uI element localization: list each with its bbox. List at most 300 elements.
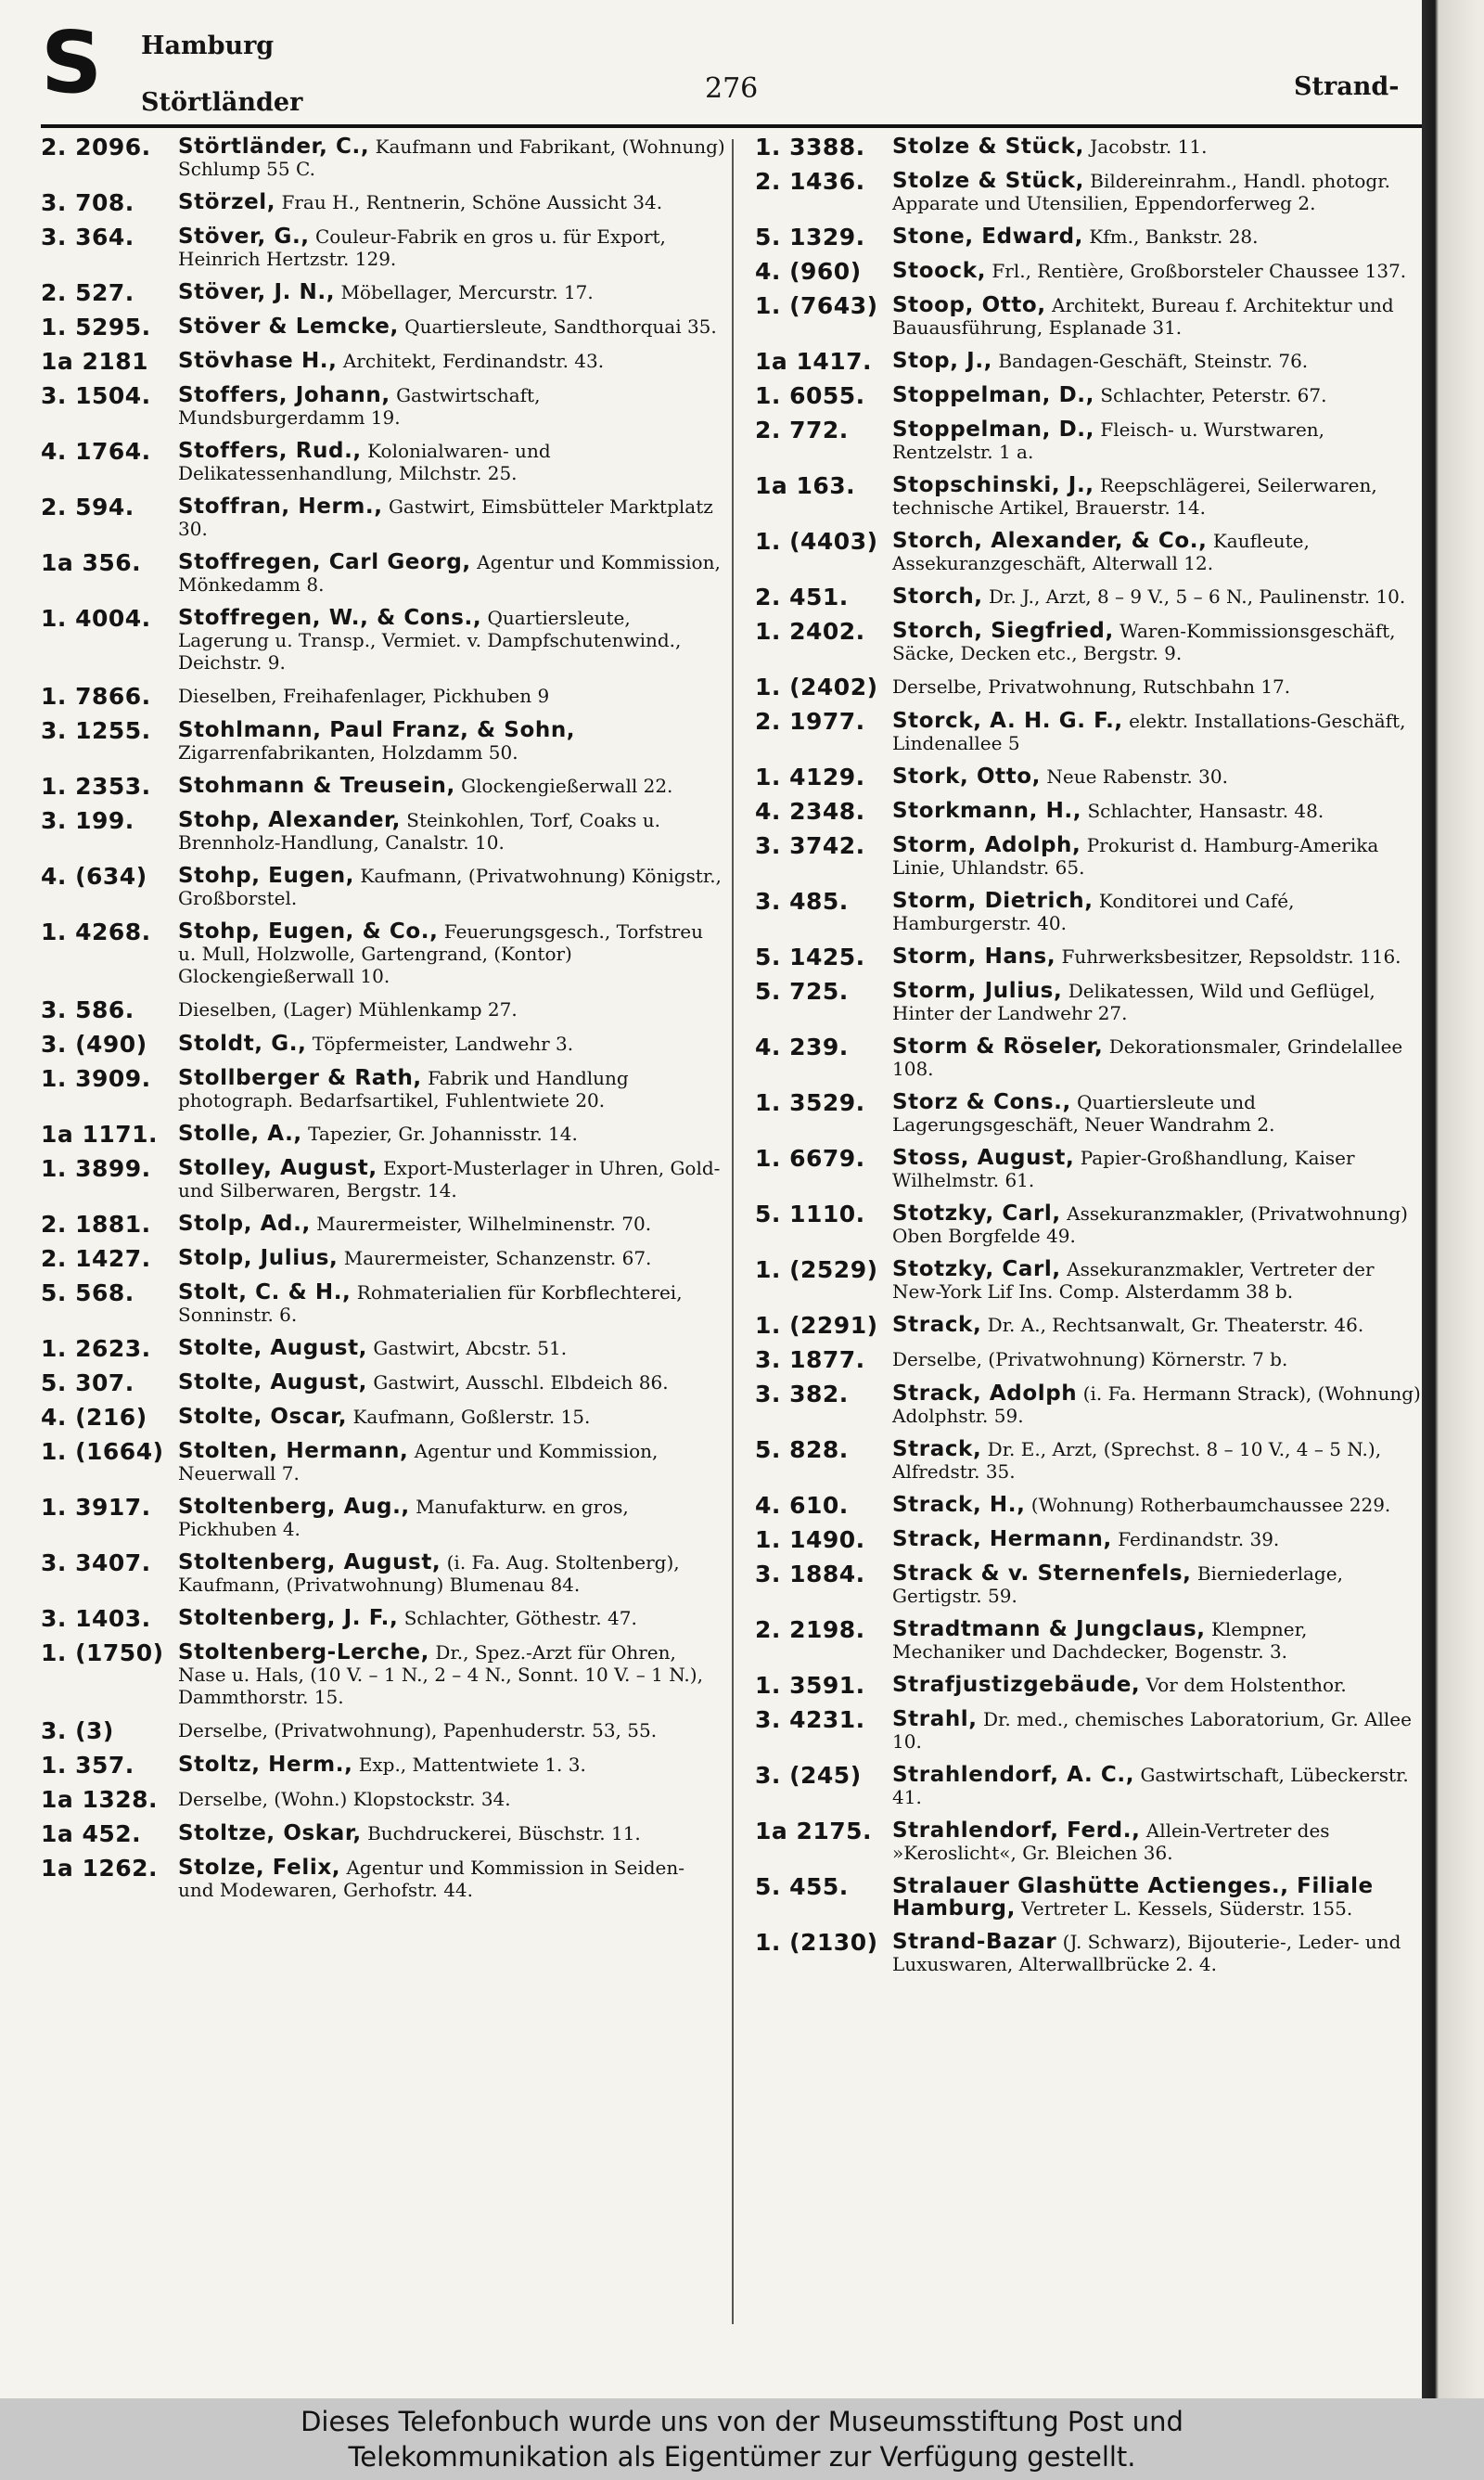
page-header (0, 0, 1428, 139)
subscriber-name: Stoltenberg, August, (178, 1550, 441, 1574)
phone-number: 3. 4231. (755, 1706, 865, 1733)
subscriber-name: Storm, Adolph, (892, 833, 1081, 857)
phone-number: 1. 2402. (755, 618, 865, 645)
entry-text (892, 765, 1425, 788)
directory-entry (755, 170, 1425, 214)
subscriber-details: Feuerungsgesch., Torfstreu u. Mull, Holzwolle, Gartengrand, (Kontor) Glockengießerwall 10. (178, 920, 703, 987)
directory-entry (41, 1247, 725, 1270)
directory-entry (41, 495, 725, 540)
subscriber-name: Strack, Hermann, (892, 1527, 1112, 1551)
subscriber-name: Stöver, J. N., (178, 280, 336, 304)
subscriber-name: Stolten, Hermann, (178, 1439, 409, 1463)
phone-number: 1. (7643) (755, 292, 878, 319)
phone-number: 4. (216) (41, 1404, 147, 1431)
phone-number: 3. 1877. (755, 1346, 865, 1373)
header-city: Hamburg (141, 32, 275, 60)
phone-number: 3. 199. (41, 807, 134, 834)
subscriber-details: Bandagen-Geschäft, Steinstr. 76. (998, 350, 1309, 372)
subscriber-name: Stoltz, Herm., (178, 1753, 353, 1777)
phone-number: 1a 1262. (41, 1855, 159, 1882)
phone-number: 1a 1171. (41, 1121, 159, 1148)
directory-entry (755, 1348, 1425, 1371)
entry-text (892, 1202, 1425, 1247)
directory-entry (41, 1440, 725, 1484)
entry-text (178, 1496, 725, 1540)
subscriber-details: Jacobstr. 11. (1090, 135, 1208, 158)
subscriber-name: Strahlendorf, Ferd., (892, 1818, 1141, 1843)
subscriber-details: Dr., Spez.-Arzt für Ohren, Nase u. Hals, (10 V. – 1 N., 2 – 4 N., Sonnt. 10 V. – 1 N.), Dammthorstr. 15. (178, 1641, 703, 1708)
phone-number: 1. 357. (41, 1752, 134, 1779)
subscriber-details: Glockengießerwall 22. (461, 775, 673, 797)
entry-text (892, 1562, 1425, 1607)
phone-number: 5. 725. (755, 978, 849, 1005)
entry-text (178, 1213, 725, 1235)
subscriber-details: Dieselben, (Lager) Mühlenkamp 27. (178, 998, 518, 1021)
footer-notice (0, 2398, 1484, 2480)
entry-text (178, 384, 725, 429)
entry-text (178, 225, 725, 270)
entry-text (892, 1618, 1425, 1663)
subscriber-name: Strack, (892, 1313, 982, 1337)
directory-entry (41, 1067, 725, 1112)
subscriber-details: Dekorationsmaler, Grindelallee 108. (892, 1035, 1403, 1080)
phone-number: 1. 6679. (755, 1145, 865, 1172)
phone-number: 1. (1750) (41, 1639, 164, 1666)
subscriber-details: Kaufmann und Fabrikant, (Wohnung) Schlump 55 C. (178, 135, 725, 180)
entry-text (178, 1440, 725, 1484)
subscriber-details: Fabrik und Handlung photograph. Bedarfsartikel, Fuhlentwiete 20. (178, 1067, 629, 1112)
subscriber-name: Strahl, (892, 1707, 978, 1731)
subscriber-name: Strafjustizgebäude, (892, 1673, 1141, 1697)
entry-text (892, 1708, 1425, 1753)
phone-number: 1. (4403) (755, 528, 878, 555)
entry-text (178, 1157, 725, 1201)
entry-text (178, 1607, 725, 1629)
entry-text (178, 809, 725, 854)
phone-number: 1. 1490. (755, 1526, 865, 1553)
phone-number: 1. 3388. (755, 134, 865, 161)
subscriber-details: (Wohnung) Rotherbaumchaussee 229. (1030, 1494, 1391, 1516)
entry-text (892, 1494, 1425, 1516)
directory-entry (41, 1213, 725, 1236)
subscriber-details: Fleisch- u. Wurstwaren, Rentzelstr. 1 a. (892, 418, 1325, 463)
entry-text (178, 1551, 725, 1596)
subscriber-name: Stohp, Eugen, (178, 864, 355, 888)
entry-text (892, 1931, 1425, 1975)
section-letter: S (41, 13, 103, 112)
subscriber-details: Vor dem Holstenthor. (1145, 1674, 1347, 1696)
directory-entry (755, 834, 1425, 879)
subscriber-name: Stoltenberg, Aug., (178, 1495, 410, 1519)
entry-text (892, 350, 1425, 372)
subscriber-details: Derselbe, Privatwohnung, Rutschbahn 17. (892, 675, 1291, 698)
entry-text (892, 1438, 1425, 1483)
subscriber-name: Stoltenberg, J. F., (178, 1606, 399, 1630)
subscriber-details: Papier-Großhandlung, Kaiser Wilhelmstr. 61. (892, 1147, 1355, 1191)
subscriber-name: Stone, Edward, (892, 225, 1083, 249)
subscriber-name: Strack, Adolph (892, 1381, 1078, 1406)
subscriber-name: Stopschinski, J., (892, 473, 1094, 497)
entry-text (892, 1674, 1425, 1696)
subscriber-details: Derselbe, (Privatwohnung) Körnerstr. 7 b. (892, 1348, 1288, 1370)
subscriber-details: Steinkohlen, Torf, Coaks u. Brennholz-Handlung, Canalstr. 10. (178, 809, 661, 854)
subscriber-details: Neue Rabenstr. 30. (1046, 765, 1228, 788)
directory-entry (755, 1819, 1425, 1864)
phone-number: 2. 451. (755, 584, 849, 610)
directory-entry (755, 620, 1425, 664)
directory-entry (755, 675, 1425, 699)
phone-number: 5. 1110. (755, 1201, 865, 1227)
subscriber-name: Stolt, C. & H., (178, 1280, 352, 1304)
directory-entry (755, 1494, 1425, 1517)
subscriber-details: Klempner, Mechaniker und Dachdecker, Bogenstr. 3. (892, 1618, 1308, 1663)
subscriber-details: (J. Schwarz), Bijouterie-, Leder- und Luxuswaren, Alterwallbrücke 2. 4. (892, 1931, 1401, 1975)
directory-entry (41, 865, 725, 909)
subscriber-name: Stoppelman, D., (892, 383, 1094, 407)
subscriber-details: Agentur und Kommission, Mönkedamm 8. (178, 551, 721, 596)
subscriber-name: Stohp, Alexander, (178, 808, 401, 832)
subscriber-name: Storm, Julius, (892, 979, 1063, 1003)
subscriber-details: Architekt, Ferdinandstr. 43. (342, 350, 605, 372)
phone-number: 1a 356. (41, 549, 142, 576)
phone-number: 4. 1764. (41, 438, 151, 465)
subscriber-details: Konditorei und Café, Hamburgerstr. 40. (892, 890, 1295, 934)
entry-text (892, 225, 1425, 248)
subscriber-details: Schlachter, Hansastr. 48. (1087, 800, 1324, 822)
entry-text (178, 315, 725, 338)
phone-number: 3. 1403. (41, 1605, 151, 1632)
subscriber-details: Assekuranzmakler, Vertreter der New-York Lif Ins. Comp. Alsterdamm 38 b. (892, 1258, 1375, 1303)
subscriber-details: Frau H., Rentnerin, Schöne Aussicht 34. (281, 191, 663, 213)
phone-number: 5. 307. (41, 1369, 134, 1396)
subscriber-details: Gastwirt, Abcstr. 51. (373, 1337, 568, 1359)
subscriber-name: Stradtmann & Jungclaus, (892, 1617, 1206, 1641)
entry-text (178, 1281, 725, 1326)
directory-entry (41, 191, 725, 214)
phone-number: 1. (2529) (755, 1256, 878, 1283)
subscriber-name: Stralauer Glashütte Actienges., Filiale Hamburg, (892, 1874, 1374, 1921)
subscriber-details: Kaufleute, Assekuranzgeschäft, Alterwall 12. (892, 530, 1310, 574)
subscriber-details: Gastwirtschaft, Lübeckerstr. 41. (892, 1764, 1409, 1808)
phone-number: 1. 5295. (41, 314, 151, 341)
subscriber-name: Storch, (892, 585, 983, 609)
subscriber-details: Quartiersleute, Lagerung u. Transp., Vermiet. v. Dampfschutenwind., Deichstr. 9. (178, 607, 682, 674)
footer-line-2: Telekommunikation als Eigentümer zur Verfügung gestellt. (348, 2441, 1136, 2473)
entry-text (178, 281, 725, 303)
directory-entry (755, 135, 1425, 159)
directory-entry (755, 1708, 1425, 1753)
entry-text (892, 384, 1425, 406)
entry-text (892, 980, 1425, 1024)
subscriber-details: Agentur und Kommission in Seiden- und Modewaren, Gerhofstr. 44. (178, 1857, 684, 1901)
directory-entry (755, 1528, 1425, 1551)
subscriber-name: Stolze, Felix, (178, 1856, 341, 1880)
entry-text (892, 260, 1425, 282)
phone-number: 3. 382. (755, 1381, 849, 1407)
entry-text (178, 1033, 725, 1055)
phone-number: 3. 586. (41, 996, 134, 1023)
directory-entry (41, 920, 725, 987)
entry-text (178, 1067, 725, 1112)
entry-text (178, 1754, 725, 1776)
subscriber-details: Architekt, Bureau f. Architektur und Bauausführung, Esplanade 31. (892, 294, 1394, 339)
subscriber-name: Stolle, A., (178, 1122, 302, 1146)
phone-number: 1. 4004. (41, 605, 151, 632)
entry-text (178, 495, 725, 540)
page-number: 276 (705, 72, 759, 105)
entry-text (892, 1819, 1425, 1864)
subscriber-name: Storm, Dietrich, (892, 889, 1094, 913)
subscriber-name: Störtländer, C., (178, 135, 370, 159)
directory-entry (41, 135, 725, 180)
entry-text (892, 530, 1425, 574)
subscriber-name: Storz & Cons., (892, 1090, 1071, 1114)
directory-entry (755, 418, 1425, 463)
directory-entry (41, 1719, 725, 1742)
subscriber-details: Quartiersleute, Sandthorquai 35. (404, 315, 717, 338)
phone-number: 3. 364. (41, 224, 134, 251)
subscriber-name: Stohp, Eugen, & Co., (178, 919, 439, 944)
phone-number: 1a 452. (41, 1820, 142, 1847)
phone-number: 1. 2353. (41, 773, 151, 800)
phone-number: 3. 485. (755, 888, 849, 915)
directory-entry (755, 474, 1425, 519)
phone-number: 1. 3529. (755, 1089, 865, 1116)
entry-text (892, 418, 1425, 463)
phone-number: 2. 1881. (41, 1211, 151, 1238)
entry-text (178, 551, 725, 596)
entry-text (892, 1528, 1425, 1550)
subscriber-name: Stoop, Otto, (892, 293, 1046, 317)
entry-text (892, 1314, 1425, 1336)
phone-number: 2. 594. (41, 494, 134, 520)
directory-entry (41, 719, 725, 764)
phone-number: 1. (2291) (755, 1312, 878, 1339)
entry-text (178, 920, 725, 987)
subscriber-name: Stöver, G., (178, 225, 310, 249)
directory-entry (41, 1788, 725, 1811)
directory-entry (755, 1674, 1425, 1697)
directory-entry (41, 1607, 725, 1630)
header-range-start: Störtländer (141, 88, 303, 117)
phone-number: 1. 2623. (41, 1335, 151, 1362)
entry-text (178, 865, 725, 909)
directory-entry (41, 1496, 725, 1540)
phone-number: 1a 1417. (755, 348, 873, 375)
directory-entry (755, 710, 1425, 754)
entry-text (892, 800, 1425, 822)
subscriber-name: Stoltenberg-Lerche, (178, 1640, 429, 1664)
subscriber-details: Bierniederlage, Gertigstr. 59. (892, 1562, 1343, 1607)
phone-number: 2. 527. (41, 279, 134, 306)
subscriber-details: Bildereinrahm., Handl. photogr. Apparate und Utensilien, Eppendorferweg 2. (892, 170, 1390, 214)
subscriber-details: Delikatessen, Wild und Geflügel, Hinter der Landwehr 27. (892, 980, 1375, 1024)
phone-number: 3. 3742. (755, 832, 865, 859)
entry-text (178, 1406, 725, 1428)
entry-text (892, 585, 1425, 608)
subscriber-name: Stolte, Oscar, (178, 1405, 348, 1429)
subscriber-name: Strand-Bazar (892, 1930, 1057, 1954)
subscriber-name: Strahlendorf, A. C., (892, 1763, 1135, 1787)
subscriber-name: Storkmann, H., (892, 799, 1082, 823)
directory-entry (755, 1931, 1425, 1975)
directory-entry (41, 384, 725, 429)
directory-entry (755, 294, 1425, 339)
directory-entry (41, 1337, 725, 1360)
phone-number: 3. 708. (41, 189, 134, 216)
directory-entry (755, 585, 1425, 609)
directory-entry (755, 945, 1425, 969)
directory-entry (41, 1551, 725, 1596)
directory-entry (41, 1822, 725, 1845)
directory-entry (755, 1202, 1425, 1247)
subscriber-details: elektr. Installations-Geschäft, Lindenallee 5 (892, 710, 1406, 754)
directory-entry (41, 1371, 725, 1394)
directory-entry (755, 765, 1425, 789)
footer-line-1: Dieses Telefonbuch wurde uns von der Museumsstiftung Post und (301, 2406, 1183, 2437)
phone-number: 2. 1427. (41, 1245, 151, 1272)
subscriber-details: Fuhrwerksbesitzer, Repsoldstr. 116. (1061, 945, 1401, 968)
subscriber-name: Stoldt, G., (178, 1032, 307, 1056)
directory-entry (41, 685, 725, 708)
entry-text (178, 1719, 725, 1741)
phone-number: 2. 1977. (755, 708, 865, 735)
subscriber-details: Möbellager, Mercurstr. 17. (340, 281, 594, 303)
subscriber-name: Storm & Röseler, (892, 1034, 1104, 1059)
subscriber-name: Stolte, August, (178, 1336, 368, 1360)
entry-text (178, 135, 725, 180)
subscriber-details: Töpfermeister, Landwehr 3. (312, 1033, 574, 1055)
subscriber-name: Strack, H., (892, 1493, 1026, 1517)
entry-text (892, 710, 1425, 754)
subscriber-details: Ferdinandstr. 39. (1118, 1528, 1280, 1550)
entry-text (892, 1147, 1425, 1191)
subscriber-name: Stotzky, Carl, (892, 1201, 1061, 1226)
phone-number: 1. (2130) (755, 1929, 878, 1956)
subscriber-name: Storch, Siegfried, (892, 619, 1114, 643)
phone-number: 1. (2402) (755, 674, 878, 700)
subscriber-details: Gastwirtschaft, Mundsburgerdamm 19. (178, 384, 541, 429)
subscriber-name: Stoffregen, Carl Georg, (178, 550, 471, 574)
subscriber-name: Stotzky, Carl, (892, 1257, 1061, 1281)
entry-text (892, 1258, 1425, 1303)
directory-entry (41, 1123, 725, 1146)
entry-text (178, 1822, 725, 1844)
entry-text (178, 1247, 725, 1269)
subscriber-name: Stolte, August, (178, 1370, 368, 1394)
entry-text (178, 1788, 725, 1810)
column-divider (732, 139, 734, 2324)
phone-number: 4. 610. (755, 1492, 849, 1519)
directory-entry (755, 1562, 1425, 1607)
phone-number: 1. 6055. (755, 382, 865, 409)
directory-entry (755, 980, 1425, 1024)
phone-number: 1a 1328. (41, 1786, 159, 1813)
subscriber-details: Dr. A., Rechtsanwalt, Gr. Theaterstr. 46. (987, 1314, 1364, 1336)
directory-entry (41, 350, 725, 373)
phone-number: 1. 3909. (41, 1065, 151, 1092)
directory-entry (41, 315, 725, 339)
phone-number: 1. 3917. (41, 1494, 151, 1521)
phone-number: 1. 7866. (41, 683, 151, 710)
subscriber-details: Waren-Kommissionsgeschäft, Säcke, Decken etc., Bergstr. 9. (892, 620, 1396, 664)
directory-entry (755, 1035, 1425, 1080)
subscriber-details: Gastwirt, Eimsbütteler Marktplatz 30. (178, 495, 713, 540)
phone-number: 5. 1329. (755, 224, 865, 251)
subscriber-details: Tapezier, Gr. Johannisstr. 14. (308, 1123, 578, 1145)
subscriber-details: Dr. med., chemisches Laboratorium, Gr. Allee 10. (892, 1708, 1412, 1753)
subscriber-name: Stohmann & Treusein, (178, 774, 455, 798)
subscriber-name: Stövhase H., (178, 349, 338, 373)
entry-text (892, 1875, 1425, 1920)
entry-text (178, 1371, 725, 1394)
subscriber-name: Störzel, (178, 190, 276, 214)
subscriber-name: Strack, (892, 1437, 982, 1461)
subscriber-details: Schlachter, Peterstr. 67. (1100, 384, 1327, 406)
subscriber-details: Buchdruckerei, Büschstr. 11. (367, 1822, 641, 1844)
subscriber-details: Maurermeister, Wilhelminenstr. 70. (316, 1213, 652, 1235)
phone-number: 2. 2096. (41, 134, 151, 161)
subscriber-details: Frl., Rentière, Großborsteler Chaussee 137. (991, 260, 1407, 282)
phone-number: 1. (1664) (41, 1438, 164, 1465)
phone-number: 3. (3) (41, 1717, 114, 1744)
entry-text (178, 350, 725, 372)
phone-number: 2. 1436. (755, 168, 865, 195)
directory-entry (755, 530, 1425, 574)
directory-entry (41, 998, 725, 1022)
entry-text (178, 998, 725, 1021)
phone-number: 3. 1884. (755, 1561, 865, 1587)
subscriber-details: Zigarrenfabrikanten, Holzdamm 50. (178, 741, 518, 764)
subscriber-details: Kaufmann, Goßlerstr. 15. (352, 1406, 591, 1428)
phone-number: 4. 2348. (755, 798, 865, 825)
subscriber-name: Stoffers, Rud., (178, 439, 362, 463)
phone-number: 1a 2181 (41, 348, 149, 375)
phone-number: 3. 3407. (41, 1549, 151, 1576)
directory-entry (755, 1618, 1425, 1663)
directory-entry (755, 1147, 1425, 1191)
directory-entry (755, 890, 1425, 934)
directory-entry (41, 1033, 725, 1056)
directory-entry (41, 1406, 725, 1429)
subscriber-name: Stoffran, Herm., (178, 495, 383, 519)
entry-text (178, 1337, 725, 1359)
directory-entry (755, 225, 1425, 249)
phone-number: 1. 3899. (41, 1155, 151, 1182)
entry-text (178, 685, 725, 707)
directory-entry (755, 1382, 1425, 1427)
entry-text (892, 1035, 1425, 1080)
subscriber-details: Rohmaterialien für Korbflechterei, Sonninstr. 6. (178, 1281, 683, 1326)
directory-entry (755, 1875, 1425, 1920)
directory-entry (755, 350, 1425, 373)
entry-text (178, 775, 725, 797)
subscriber-name: Stöver & Lemcke, (178, 315, 399, 339)
subscriber-details: Dr. J., Arzt, 8 – 9 V., 5 – 6 N., Paulinenstr. 10. (989, 585, 1406, 608)
subscriber-details: Agentur und Kommission, Neuerwall 7. (178, 1440, 659, 1484)
directory-entry (41, 607, 725, 674)
entry-text (892, 1382, 1425, 1427)
directory-entry (755, 1314, 1425, 1337)
phone-number: 1. 4129. (755, 764, 865, 790)
subscriber-name: Stollberger & Rath, (178, 1066, 422, 1090)
entry-text (892, 1764, 1425, 1808)
subscriber-name: Stohlmann, Paul Franz, & Sohn, (178, 718, 576, 742)
subscriber-details: Manufakturw. en gros, Pickhuben 4. (178, 1496, 629, 1540)
entry-text (178, 440, 725, 484)
entry-text (892, 945, 1425, 968)
subscriber-details: Export-Musterlager in Uhren, Gold- und Silberwaren, Bergstr. 14. (178, 1157, 721, 1201)
